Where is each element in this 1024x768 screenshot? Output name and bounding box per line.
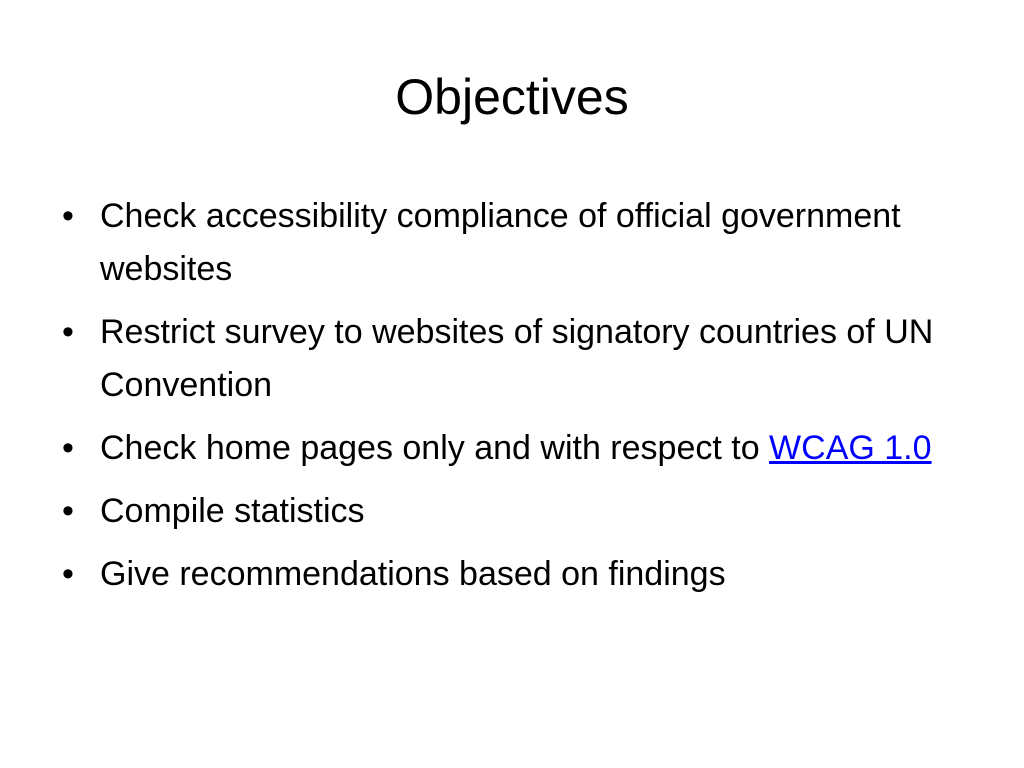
bullet-icon: • [62,492,74,530]
bullet-item-give-recommendations [62,548,942,601]
bullet-text: Check accessibility compliance of official government websites [100,197,901,288]
bullet-list [62,190,942,611]
bullet-item-check-home-pages [62,422,942,475]
bullet-icon: • [62,429,74,467]
bullet-text: Restrict survey to websites of signatory countries of UN Convention [100,313,934,404]
bullet-text: Check home pages only and with respect to [100,429,770,467]
bullet-text: Give recommendations based on findings [100,555,726,593]
bullet-icon: • [62,555,74,593]
bullet-item-compile-statistics [62,485,942,538]
wcag-link[interactable]: WCAG 1.0 [769,429,932,467]
slide-title: Objectives [395,69,629,125]
bullet-icon: • [62,197,74,235]
bullet-text: Compile statistics [100,492,365,530]
bullet-item-check-accessibility [62,190,942,296]
bullet-icon: • [62,313,74,351]
bullet-item-restrict-survey [62,306,942,412]
